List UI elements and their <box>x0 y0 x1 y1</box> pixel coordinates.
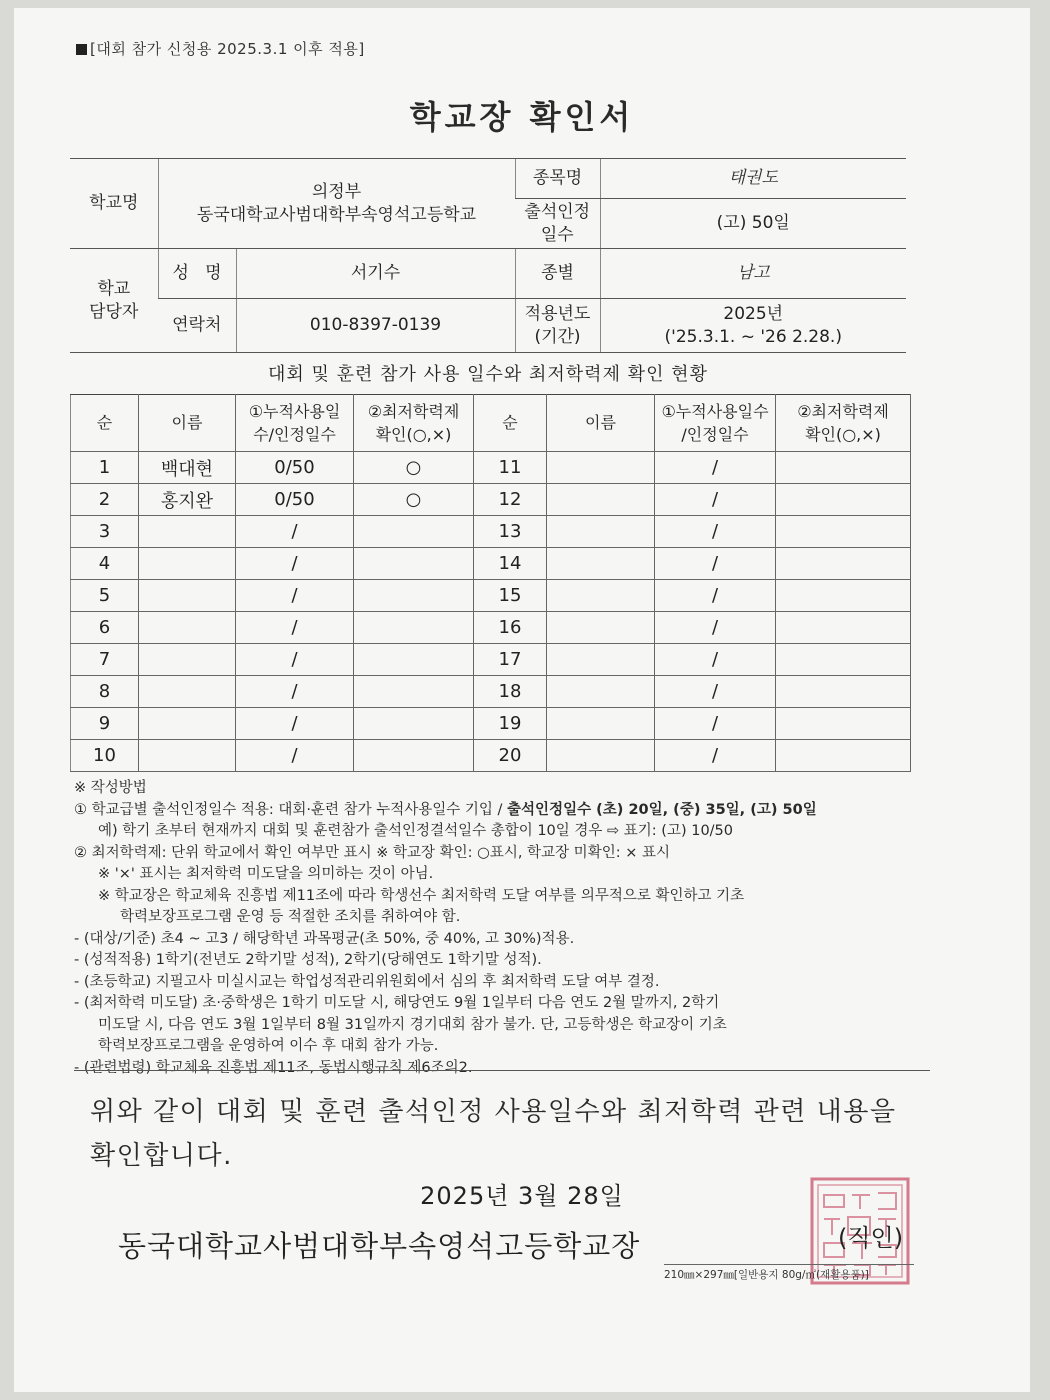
detail-grades: - (성적적용) 1학기(전년도 2학기말 성적), 2학기(당해연도 1학기말 성적). <box>74 952 542 968</box>
cumulative-days-2: / <box>655 580 776 612</box>
roster-header-row <box>71 395 911 452</box>
row-number: 5 <box>71 580 139 612</box>
cumulative-days-2: / <box>655 676 776 708</box>
min-academic-check-2 <box>776 740 911 772</box>
student-name-2 <box>547 740 655 772</box>
min-academic-check-2 <box>776 644 911 676</box>
min-academic-check-2 <box>776 548 911 580</box>
instructions <box>74 778 924 1079</box>
type-value: 남고 <box>600 249 906 299</box>
cumulative-days-2: / <box>655 452 776 484</box>
min-academic-check <box>354 676 474 708</box>
header-name: 이름 <box>139 395 236 452</box>
table-row <box>71 676 911 708</box>
year-label: 적용년도 (기간) <box>515 299 600 353</box>
detail-target: - (대상/기준) 초4 ~ 고3 / 해당학년 과목평균(초 50%, 중 40%, 고 30%)적용. <box>74 930 575 947</box>
table-row <box>71 516 911 548</box>
note-2-x-meaning: ※ '×' 표시는 최저학력 미도달을 의미하는 것이 아님. <box>98 866 434 882</box>
name-value: 서기수 <box>236 249 515 299</box>
seal-label: (직인) <box>838 1224 904 1252</box>
min-academic-check <box>354 580 474 612</box>
min-academic-check <box>354 548 474 580</box>
min-academic-check-2 <box>776 516 911 548</box>
cumulative-days-2: / <box>655 548 776 580</box>
student-name-2 <box>547 516 655 548</box>
section-title: 대회 및 훈련 참가 사용 일수와 최저학력제 확인 현황 <box>268 364 708 385</box>
student-name-2 <box>547 612 655 644</box>
name-label: 성 명 <box>158 249 236 299</box>
student-name: 백대현 <box>139 452 236 484</box>
row-number-2: 13 <box>474 516 547 548</box>
detail-elementary: - (초등학교) 지필고사 미실시교는 학업성적관리위원회에서 심의 후 최저학력 도달 여부 결정. <box>74 973 660 990</box>
cumulative-days: / <box>236 644 354 676</box>
sport-label: 종목명 <box>515 159 600 199</box>
row-number: 1 <box>71 452 139 484</box>
note-2-principal-cont: 학력보장프로그램 운영 등 적절한 조치를 취하여야 함. <box>120 909 461 925</box>
square-bullet-icon <box>76 44 87 55</box>
row-number-2: 19 <box>474 708 547 740</box>
cumulative-days: / <box>236 580 354 612</box>
row-number: 2 <box>71 484 139 516</box>
document-title: 학교장 확인서 <box>409 98 635 136</box>
attend-value: (고) 50일 <box>600 199 906 249</box>
cumulative-days-2: / <box>655 644 776 676</box>
school-name: 동국대학교사범대학부속영석고등학교 <box>196 204 477 225</box>
row-number: 7 <box>71 644 139 676</box>
note-1-example: 예) 학기 초부터 현재까지 대회 및 훈련참가 출석인정결석일수 총합이 10일 경우 ⇨ 표기: (고) 10/50 <box>98 823 734 839</box>
row-number: 8 <box>71 676 139 708</box>
row-number-2: 18 <box>474 676 547 708</box>
student-name-2 <box>547 452 655 484</box>
table-row <box>71 580 911 612</box>
info-table <box>70 158 906 353</box>
detail-below-min-cont: 미도달 시, 다음 연도 3월 1일부터 8월 31일까지 경기대회 참가 불가. 단, 고등학생은 학교장이 기초 <box>98 1016 727 1033</box>
min-academic-check <box>354 644 474 676</box>
header-check: ②최저학력제 확인(○,×) <box>354 395 474 452</box>
student-name-2 <box>547 484 655 516</box>
min-academic-check <box>354 612 474 644</box>
school-name-cell <box>158 159 515 249</box>
detail-below-min: - (최저학력 미도달) 초·중학생은 1학기 미도달 시, 해당연도 9월 1일부터 다음 연도 2월 말까지, 2학기 <box>74 995 720 1011</box>
student-name-2 <box>547 644 655 676</box>
student-name <box>139 676 236 708</box>
table-row <box>71 708 911 740</box>
min-academic-check: ○ <box>354 452 474 484</box>
header-days-2: ①누적사용일수 /인정일수 <box>655 395 776 452</box>
notes-heading: ※ 작성방법 <box>74 780 147 796</box>
header-no-2: 순 <box>474 395 547 452</box>
student-name <box>139 580 236 612</box>
cumulative-days: / <box>236 708 354 740</box>
header-check-2: ②최저학력제 확인(○,×) <box>776 395 911 452</box>
cumulative-days-2: / <box>655 740 776 772</box>
row-number-2: 15 <box>474 580 547 612</box>
cumulative-days: / <box>236 516 354 548</box>
table-row <box>71 452 911 484</box>
min-academic-check <box>354 516 474 548</box>
cumulative-days: / <box>236 612 354 644</box>
min-academic-check-2 <box>776 452 911 484</box>
min-academic-check: ○ <box>354 484 474 516</box>
header-name-2: 이름 <box>547 395 655 452</box>
student-name-2 <box>547 580 655 612</box>
year-value: 2025년 <box>723 303 784 324</box>
cumulative-days-2: / <box>655 708 776 740</box>
row-number-2: 17 <box>474 644 547 676</box>
year-cell <box>600 299 906 353</box>
row-number-2: 16 <box>474 612 547 644</box>
contact-value: 010-8397-0139 <box>236 299 515 353</box>
header-no: 순 <box>71 395 139 452</box>
student-name-2 <box>547 708 655 740</box>
table-row <box>71 740 911 772</box>
row-number: 4 <box>71 548 139 580</box>
cumulative-days: / <box>236 740 354 772</box>
row-number: 6 <box>71 612 139 644</box>
note-2: ② 최저학력제: 단위 학교에서 확인 여부만 표시 ※ 학교장 확인: ○표시, 학교장 미확인: × 표시 <box>74 844 670 861</box>
student-name <box>139 740 236 772</box>
divider <box>74 1070 930 1071</box>
min-academic-check-2 <box>776 676 911 708</box>
school-region: 의정부 <box>311 181 362 202</box>
student-name <box>139 612 236 644</box>
table-row <box>71 484 911 516</box>
cumulative-days: 0/50 <box>236 484 354 516</box>
year-period: ('25.3.1. ~ '26 2.28.) <box>664 326 842 347</box>
detail-law: - (관련법령) 학교체육 진흥법 제11조, 동법시행규칙 제6조의2. <box>74 1059 473 1076</box>
top-note: [대회 참가 신청용 2025.3.1 이후 적용] <box>76 38 365 59</box>
row-number-2: 12 <box>474 484 547 516</box>
manager-label: 학교 담당자 <box>70 249 158 353</box>
student-name <box>139 516 236 548</box>
student-name <box>139 644 236 676</box>
row-number: 10 <box>71 740 139 772</box>
min-academic-check <box>354 708 474 740</box>
signer-name: 동국대학교사범대학부속영석고등학교장 <box>118 1229 641 1263</box>
cumulative-days-2: / <box>655 612 776 644</box>
table-row <box>71 548 911 580</box>
cumulative-days-2: / <box>655 484 776 516</box>
student-name-2 <box>547 548 655 580</box>
min-academic-check-2 <box>776 580 911 612</box>
confirm-date: 2025년 3월 28일 <box>420 1182 624 1210</box>
student-name-2 <box>547 676 655 708</box>
type-label: 종별 <box>515 249 600 299</box>
row-number-2: 14 <box>474 548 547 580</box>
row-number-2: 11 <box>474 452 547 484</box>
table-row <box>71 644 911 676</box>
min-academic-check-2 <box>776 708 911 740</box>
note-1: ① 학교급별 출석인정일수 적용: 대회·훈련 참가 누적사용일수 기입 / 출석인정일수 (초) 20일, (중) 35일, (고) 50일 <box>74 801 817 818</box>
row-number: 9 <box>71 708 139 740</box>
student-name: 홍지완 <box>139 484 236 516</box>
school-label: 학교명 <box>70 159 158 249</box>
min-academic-check <box>354 740 474 772</box>
cumulative-days-2: / <box>655 516 776 548</box>
student-name <box>139 708 236 740</box>
note-2-principal: ※ 학교장은 학교체육 진흥법 제11조에 따라 학생선수 최저학력 도달 여부를 의무적으로 확인하고 기초 <box>98 887 745 904</box>
min-academic-check-2 <box>776 484 911 516</box>
paper-spec: 210㎜×297㎜[일반용지 80g/㎡(재활용품)] <box>664 1264 914 1282</box>
table-row <box>71 612 911 644</box>
row-number: 3 <box>71 516 139 548</box>
confirmation-text: 위와 같이 대회 및 훈련 출석인정 사용일수와 최저학력 관련 내용을 확인합니다. <box>90 1097 897 1171</box>
roster-table <box>70 394 911 772</box>
document-page <box>14 8 1030 1392</box>
row-number-2: 20 <box>474 740 547 772</box>
header-days: ①누적사용일 수/인정일수 <box>236 395 354 452</box>
sport-value: 태권도 <box>600 159 906 199</box>
cumulative-days: / <box>236 548 354 580</box>
student-name <box>139 548 236 580</box>
cumulative-days: 0/50 <box>236 452 354 484</box>
cumulative-days: / <box>236 676 354 708</box>
detail-below-min-cont-2: 학력보장프로그램을 운영하여 이수 후 대회 참가 가능. <box>98 1038 439 1054</box>
attend-label: 출석인정 일수 <box>515 199 600 249</box>
min-academic-check-2 <box>776 612 911 644</box>
contact-label: 연락처 <box>158 299 236 353</box>
